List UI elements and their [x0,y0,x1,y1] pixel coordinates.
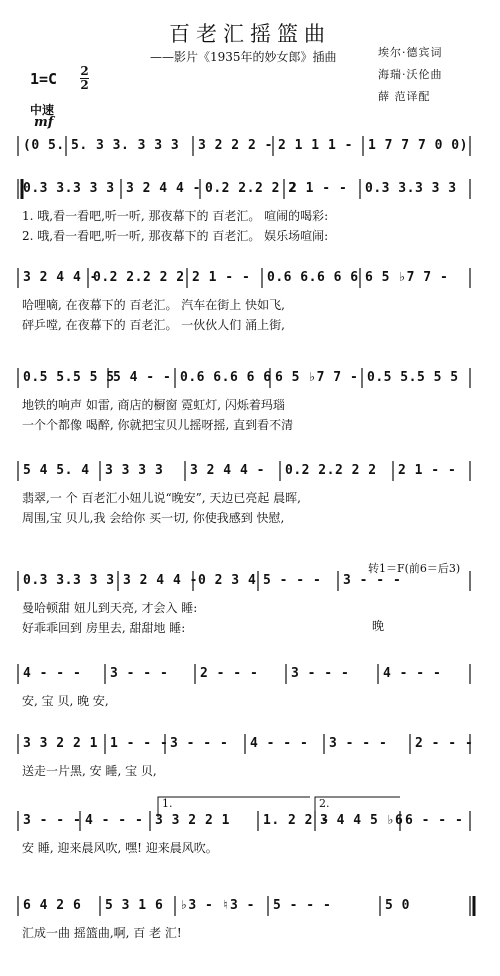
measure-notes: 3 2 4 4 - [126,181,201,196]
measure-notes: 0.3 3.3 3 3 [23,573,115,588]
lyric-line: 安 睡, 迎来晨风吹, 嘿! 迎来晨风吹。 [22,841,218,855]
lyric-line: 地铁的响声 如雷, 商店的橱窗 霓虹灯, 闪烁着玛瑙 [22,398,285,412]
measure-notes: 3 2 4 4 - [190,463,265,478]
lyric-line: 安, 宝 贝, 晚 安, [22,694,109,708]
lyric-line: 曼哈顿甜 妞儿到天亮, 才会入 睡: [22,601,198,615]
volta-label: 2. [319,797,330,810]
lyric-line: 一个个都像 喝醉, 你就把宝贝儿摇呀摇, 直到看不清 [22,418,294,432]
measure-notes: 3 3 3 3 [105,463,164,478]
measure-notes: 4 - - - [250,736,309,751]
tempo-marking: 中速 [30,103,55,117]
measure-notes: 2 1 - - [192,270,251,285]
song-subtitle: ——影片《1935年的妙女郎》插曲 [150,50,337,64]
measure-notes: 2 - - - [200,666,259,681]
lyric-line: 1. 哦,看一看吧,听一听, 那夜幕下的 百老汇。 喧闹的喝彩: [22,209,329,223]
volta-label: 1. [162,797,173,810]
measure-notes: 2 1 - - [398,463,457,478]
measure-notes: 1 7 7 7 0 0) [368,138,468,153]
measure-notes: 3 2 4 4 - [23,270,98,285]
lyric-extra: 晚 [372,619,385,633]
lyric-line: 哈哩嘀, 在夜幕下的 百老汇。 汽车在街上 快如飞, [22,298,285,312]
measure-notes: 0.2 2.2 2 2 [285,463,377,478]
lyric-line: 2. 哦,看一看吧,听一听, 那夜幕下的 百老汇。 娱乐场喧闹: [22,229,329,243]
measure-notes: 6 - - - [405,813,464,828]
measure-notes: 2 - - - [415,736,474,751]
measure-notes: 3 - - - [329,736,388,751]
measure-notes: 0.2 2.2 2 2 [93,270,185,285]
time-signature: 2 2 [80,64,89,92]
measure-notes: 0.3 3.3 3 3 [23,181,115,196]
measure-notes: 6 5 ♭7 7 - [275,370,359,385]
measure-notes: 0.5 5.5 5 5 [23,370,115,385]
measure-notes: 6 4 2 6 [23,898,82,913]
measure-notes: 5 4 5. 4 [23,463,90,478]
modulation-note: 转1＝F(前6＝后3) [368,562,461,575]
lyric-line: 好乖乖回到 房里去, 甜甜地 睡: [22,621,186,635]
lyric-line: 送走一片黑, 安 睡, 宝 贝, [22,764,157,778]
measure-notes: 5 4 - - [113,370,172,385]
arranger-credit: 薛 范译配 [378,90,431,103]
measure-notes: 1. 2 2 - [263,813,330,828]
dynamic-marking: mf [34,115,54,130]
lyric-line: 汇成一曲 摇篮曲,啊, 百 老 汇! [22,926,182,940]
measure-notes: 1 - - - [110,736,169,751]
measure-notes: 5 0 [385,898,410,913]
measure-notes: 0 2 3 4 [198,573,257,588]
measure-notes: 5 - - - [273,898,332,913]
key-signature: 1=C [30,70,58,88]
measure-notes: (0 5. [23,138,65,153]
composer-credit: 海瑞·沃伦曲 [378,68,443,81]
measure-notes: 4 - - - [23,666,82,681]
measure-notes: ♭3 - ♮3 - [180,898,255,913]
measure-notes: 3 - - - [343,573,402,588]
measure-notes: 2 1 1 1 - [278,138,353,153]
measure-notes: 4 - - - [85,813,144,828]
measure-notes: 6 5 ♭7 7 - [365,270,449,285]
measure-notes: 3 3 2 2 1 [155,813,230,828]
measure-notes: 0.3 3.3 3 3 [365,181,457,196]
lyric-line: 翡翠,一 个 百老汇小妞儿说“晚安”, 天边已亮起 晨晖, [22,491,301,505]
song-title: 百老汇摇篮曲 [169,22,331,46]
measure-notes: 2 1 - - [289,181,348,196]
measure-notes: 3 - - - [170,736,229,751]
measure-notes: 0.2 2.2 2 2 [205,181,297,196]
measure-notes: 3 2 2 2 - [198,138,273,153]
measure-notes: 3 2 4 4 - [123,573,198,588]
measure-notes: 5 3 1 6 [105,898,164,913]
measure-notes: 3 3 2 2 1 [23,736,98,751]
measure-notes: 0.5 5.5 5 5 [367,370,459,385]
measure-notes: 3 4 4 5 ♭6 [320,813,404,828]
measure-notes: 4 - - - [383,666,442,681]
measure-notes: 3 - - - [110,666,169,681]
measure-notes: 0.6 6.6 6 6 [180,370,272,385]
lyric-line: 砰乒嘡, 在夜幕下的 百老汇。 一伙伙人们 涌上街, [22,318,285,332]
lyric-line: 周围,宝 贝儿,我 会给你 买一切, 你使我感到 快慰, [22,511,285,525]
measure-notes: 5 - - - [263,573,322,588]
measure-notes: 3 - - - [23,813,82,828]
measure-notes: 5. 3 3. 3 3 3 [71,138,180,153]
measure-notes: 0.6 6.6 6 6 [267,270,359,285]
measure-notes: 3 - - - [291,666,350,681]
lyricist-credit: 埃尔·德宾词 [378,46,443,59]
